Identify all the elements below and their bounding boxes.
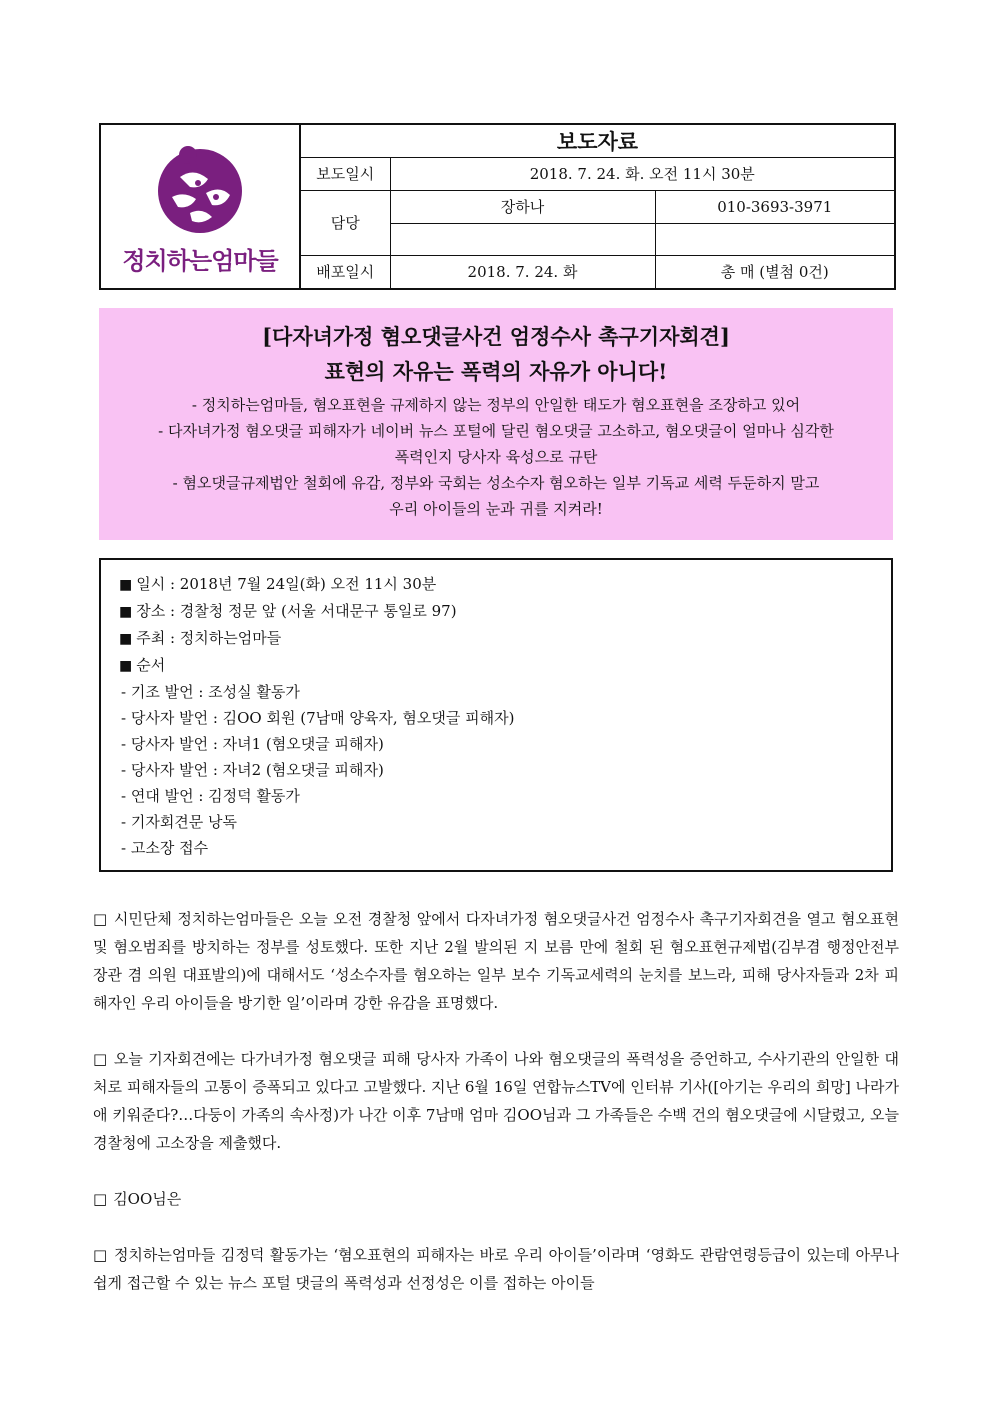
logo-cell bbox=[100, 124, 300, 289]
info-line-date: ■ 일시 : 2018년 7월 24일(화) 오전 11시 30분 bbox=[119, 575, 437, 593]
body-paragraph: □ 정치하는엄마들 김정덕 활동가는 ‘혐오표현의 피해자는 바로 우리 아이들’이라며 ‘영화도 관람연령등급이 있는데 아무나 쉽게 접근할 수 있는 뉴스 포털 댓글의 폭력성과 선정성은 이를 접하는 아이들 bbox=[93, 1246, 899, 1292]
checkbox-bullet-icon: □ bbox=[93, 910, 108, 928]
square-bullet-icon: ■ bbox=[119, 604, 133, 620]
headline-bullet: - 혐오댓글규제법안 철회에 유감, 정부와 국회는 성소수자 혐오하는 일부 기독교 세력 두둔하지 말고 bbox=[172, 474, 820, 492]
info-line-host: ■ 주최 : 정치하는엄마들 bbox=[119, 629, 282, 647]
program-item: - 당사자 발언 : 김OO 회원 (7남매 양육자, 혐오댓글 피해자) bbox=[121, 709, 515, 727]
event-info-box bbox=[99, 558, 893, 872]
body-paragraph: □ 오늘 기자회견에는 다가녀가정 혐오댓글 피해 당사자 가족이 나와 혐오댓글의 폭력성을 증언하고, 수사기관의 안일한 대처로 피해자들의 고통이 증폭되고 있다고 고발했다. 지난 6월 16일 연합뉴스TV에 인터뷰 기사([아기는 우리의 희망] 나라가 애 키워준다?…다둥이 가족의 속사정)가 나간 이후 7남매 엄마 김OO님과 그 가족들은 수백 건의 혐오댓글에 시달렸고, 오늘 경찰청에 고소장을 제출했다. bbox=[93, 1050, 899, 1152]
article-body bbox=[93, 905, 899, 1325]
square-bullet-icon: ■ bbox=[119, 658, 133, 674]
square-bullet-icon: ■ bbox=[119, 577, 133, 593]
contact-empty-2 bbox=[655, 223, 895, 255]
body-paragraph: □ 김OO님은 bbox=[93, 1190, 182, 1208]
headline-bullet: 우리 아이들의 눈과 귀를 지켜라! bbox=[389, 500, 603, 518]
press-release-title: 보도자료 bbox=[300, 124, 895, 157]
checkbox-bullet-icon: □ bbox=[93, 1246, 108, 1264]
release-date-label: 보도일시 bbox=[300, 157, 390, 190]
headline-bullet: - 다자녀가정 혐오댓글 피해자가 네이버 뉴스 포털에 달린 혐오댓글 고소하고, 혐오댓글이 얼마나 심각한 bbox=[158, 422, 834, 440]
release-date-value: 2018. 7. 24. 화. 오전 11시 30분 bbox=[390, 157, 895, 190]
press-header-table bbox=[99, 123, 896, 290]
headline-subtitle: 표현의 자유는 폭력의 자유가 아니다! bbox=[324, 359, 668, 384]
info-line-program: ■ 순서 bbox=[119, 656, 166, 674]
program-item: - 당사자 발언 : 자녀2 (혐오댓글 피해자) bbox=[121, 761, 384, 779]
checkbox-bullet-icon: □ bbox=[93, 1050, 108, 1068]
checkbox-bullet-icon: □ bbox=[93, 1190, 108, 1208]
page-count: 총 매 (별첨 0건) bbox=[655, 255, 895, 289]
body-paragraph: □ 시민단체 정치하는엄마들은 오늘 오전 경찰청 앞에서 다자녀가정 혐오댓글사건 엄정수사 촉구기자회견을 열고 혐오표현 및 혐오범죄를 방치하는 정부를 성토했다. 또한 지난 2월 발의된 지 보름 만에 철회 된 혐오표현규제법(김부겸 행정안전부 장관 겸 의원 대표발의)에 대해서도 ‘성소수자를 혐오하는 일부 보수 기독교세력의 눈치를 보느라, 피해 당사자들과 2차 피해자인 우리 아이들을 방기한 일’이라며 강한 유감을 표명했다. bbox=[93, 910, 899, 1012]
distribution-date-label: 배포일시 bbox=[300, 255, 390, 289]
mother-emblem-icon bbox=[150, 137, 250, 237]
logo-text: 정치하는엄마들 bbox=[122, 247, 278, 275]
distribution-date-value: 2018. 7. 24. 화 bbox=[390, 255, 655, 289]
contact-phone: 010-3693-3971 bbox=[655, 190, 895, 223]
headline-title: [다자녀가정 혐오댓글사건 엄정수사 촉구기자회견] bbox=[262, 324, 730, 349]
program-item: - 연대 발언 : 김정덕 활동가 bbox=[121, 787, 300, 805]
headline-box bbox=[99, 308, 893, 540]
headline-bullets bbox=[99, 392, 893, 522]
square-bullet-icon: ■ bbox=[119, 631, 133, 647]
headline-bullet: - 정치하는엄마들, 혐오표현을 규제하지 않는 정부의 안일한 태도가 혐오표현을 조장하고 있어 bbox=[191, 396, 801, 414]
contact-label: 담당 bbox=[300, 190, 390, 255]
program-item: - 기자회견문 낭독 bbox=[121, 813, 238, 831]
contact-empty-1 bbox=[390, 223, 655, 255]
headline-bullet: 폭력인지 당사자 육성으로 규탄 bbox=[394, 448, 598, 466]
info-line-place: ■ 장소 : 경찰청 정문 앞 (서울 서대문구 통일로 97) bbox=[119, 602, 457, 620]
program-item: - 당사자 발언 : 자녀1 (혐오댓글 피해자) bbox=[121, 735, 384, 753]
program-item: - 고소장 접수 bbox=[121, 839, 209, 857]
contact-name: 장하나 bbox=[390, 190, 655, 223]
program-item: - 기조 발언 : 조성실 활동가 bbox=[121, 683, 300, 701]
